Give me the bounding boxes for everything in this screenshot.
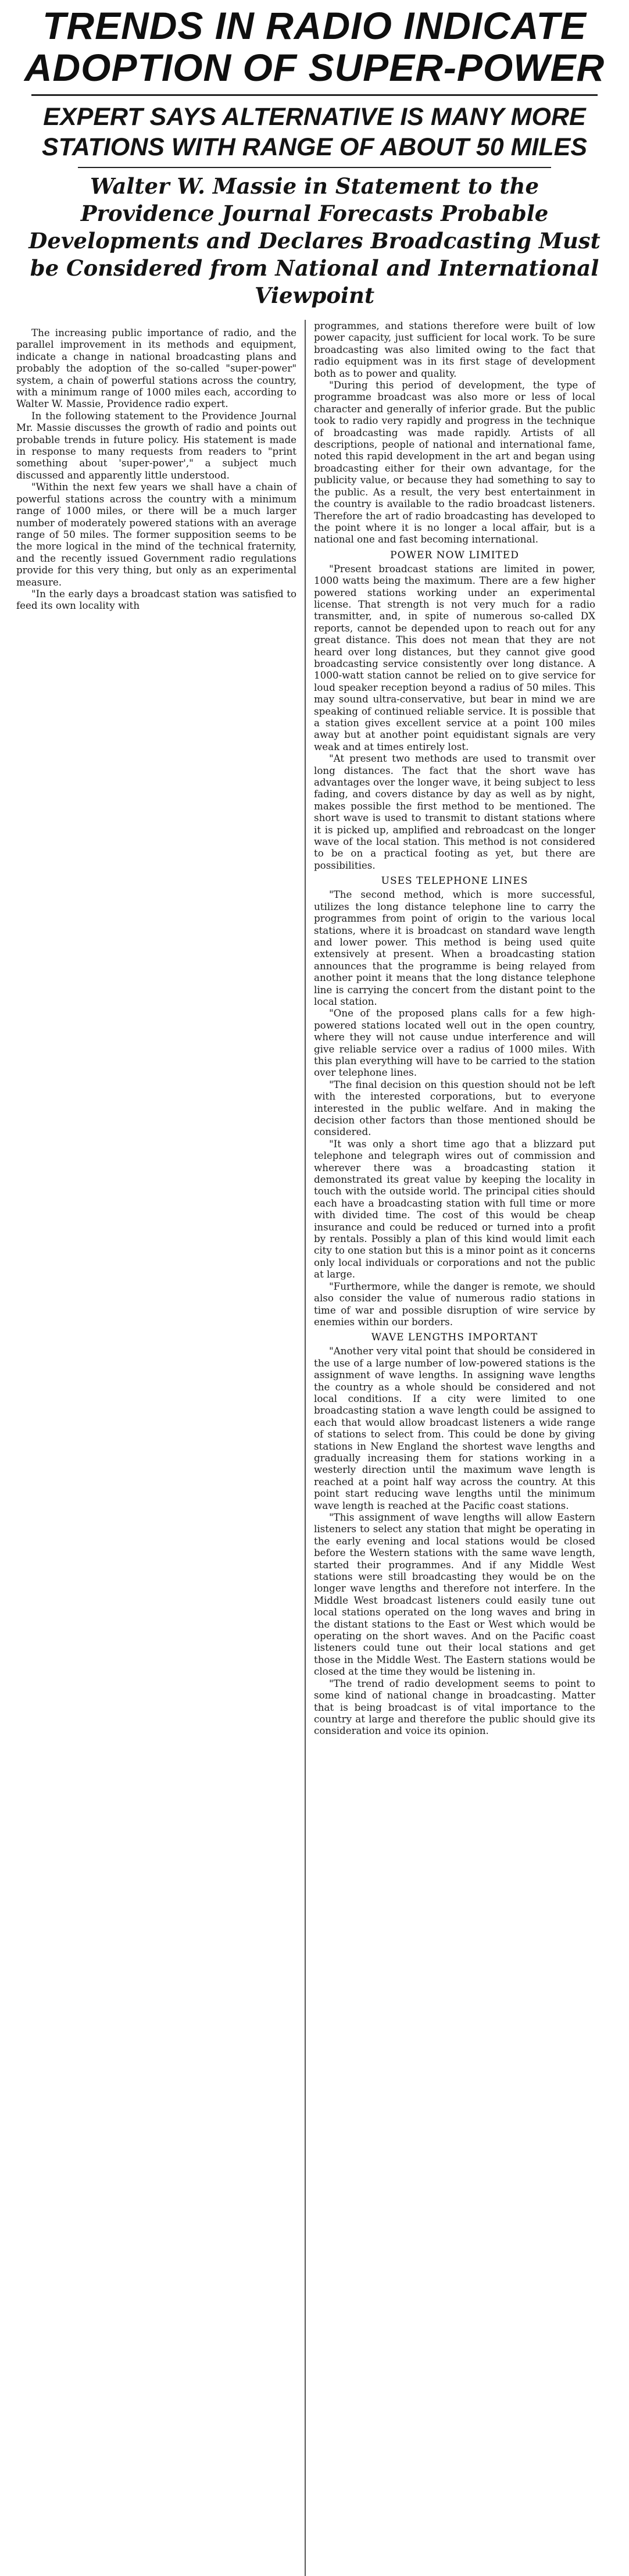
paragraph: "Another very vital point that should be considered in the use of a large number of low-powered stations is the assignment of wave lengths. In assigning wave lengths the country as a whole should be considered and not local conditions. If a city were limited to one broadcasting station a wave length could be assigned to each that would allow broadcast listeners a wide range of stations to select from. This could be done by giving stations in New England the shortest wave lengths and gradually increasing them for stations working in a westerly direction until the maximum wave length is reached at a point half way across the country. At this point start reducing wave lengths until the minimum wave length is reached at the Pacific coast stations. [314,1345,595,1511]
headline: TRENDS IN RADIO INDICATE ADOPTION OF SUPER-POWER [24,4,605,89]
paragraph: "In the early days a broadcast station was satisfied to feed its own locality with [16,587,296,612]
paragraph: "Furthermore, while the danger is remote, we should also consider the value of numerous radio stations in time of war and possible disruption of wire service by enemies within our borders. [314,1280,595,1328]
right-column [306,320,603,2576]
headline-rule [31,94,598,96]
subhead-power-now-limited: POWER NOW LIMITED [390,549,519,561]
paragraph: The increasing public importance of radio, and the parallel improvement in its methods and equipment, indicate a change in national broadcasting plans and probably the adoption of the so-called "super-power" system, a chain of powerful stations across the country, with a minimum range of 1000 miles each, according to Walter W. Massie, Providence radio expert. [16,327,296,410]
subheadline-rule [78,167,551,168]
subhead-wave-lengths-important: WAVE LENGTHS IMPORTANT [371,1332,538,1344]
paragraph: "It was only a short time ago that a blizzard put telephone and telegraph wires out of commission and wherever there was a broadcasting station it demonstrated its great value by keeping the locality in touch with the outside world. The principal cities should each have a broadcasting station with full time or more with divided time. The cost of this would be cheap insurance and could be reduced or turned into a profit by rentals. Possibly a plan of this kind would limit each city to one station but this is a minor point as it concerns only local individuals or corporations and not the public at large. [314,1137,595,1280]
subheadline: EXPERT SAYS ALTERNATIVE IS MANY MORE STATIONS WITH RANGE OF ABOUT 50 MILES [41,103,588,161]
paragraph: In the following statement to the Providence Journal Mr. Massie discusses the growth of radio and points out probable trends in future policy. His statement is made in response to many requests from readers to "print something about 'super-power'," a subject much discussed and apparently little understood. [16,409,296,481]
article-body [8,320,621,2576]
paragraph: "During this period of development, the type of programme broadcast was also more or less of local character and generally of inferior grade. But the public took to radio very rapidly and progress in the technique of broadcasting was made rapidly. Artists of all descriptions, people of national and international fame, noted this rapid development in the art and began using broadcasting either for their own advantage, for the publicity value, or because they had something to say to the public. As a result, the very best entertainment in the country is available to the radio broadcast listeners. Therefore the art of radio broadcasting has developed to the point where it is no longer a local affair, but is a national one and fast becoming international. [314,379,595,545]
deck: Walter W. Massie in Statement to the Providence Journal Forecasts Probable Developments and Declares Broadcasting Must be Considered from National and International Viewpoint [28,173,601,308]
paragraph: "The trend of radio development seems to point to some kind of national change in broadcasting. Matter that is being broadcast is of vital importance to the country at large and therefore the public should give its consideration and voice its opinion. [314,1677,595,1737]
paragraph: "The final decision on this question should not be left with the interested corporations, but to everyone interested in the public welfare. And in making the decision other factors than those mentioned should be considered. [314,1078,595,1138]
paragraph: "At present two methods are used to transmit over long distances. The fact that the short wave has advantages over the longer wave, it being subject to less fading, and covers distance by day as well as by night, makes possible the first method to be mentioned. The short wave is used to transmit to distant stations where it is picked up, amplified and rebroadcast on the longer wave of the local station. This method is not considered to be on a practical footing as yet, but there are possibilities. [314,752,595,871]
paragraph: "One of the proposed plans calls for a few high-powered stations located well out in the open country, where they will not cause undue interference and will give reliable service over a radius of 1000 miles. With this plan everything will have to be carried to the station over telephone lines. [314,1007,595,1079]
subhead-uses-telephone-lines: USES TELEPHONE LINES [381,875,528,887]
paragraph: "Within the next few years we shall have a chain of powerful stations across the country with a minimum range of 1000 miles, or there will be a much larger number of moderately powered stations with an average range of 50 miles. The former supposition seems to be the more logical in the mind of the technical fraternity, and the recently issued Government radio regulations provide for this very thing, but only as an experimental measure. [16,481,296,588]
paragraph: programmes, and stations therefore were built of low power capacity, just sufficient for local work. To be sure broadcasting was also limited owing to the fact that radio equipment was in its first stage of development both as to power and quality. [314,320,595,379]
paragraph: "Present broadcast stations are limited in power, 1000 watts being the maximum. There are a few higher powered stations working under an experimental license. That strength is not very much for a radio transmitter, and, in spite of numerous so-called DX reports, cannot be depended upon to reach out for any great distance. This does not mean that they are not heard over long distances, but they cannot give good broadcasting service consistently over long distance. A 1000-watt station cannot be relied on to give service for loud speaker reception beyond a radius of 50 miles. This may sound ultra-conservative, but bear in mind we are speaking of continued reliable service. It is possible that a station gives excellent service at a point 100 miles away but at another point equidistant signals are very weak and at times entirely lost. [314,562,595,752]
paragraph: "This assignment of wave lengths will allow Eastern listeners to select any station that might be operating in the early evening and local stations would be closed before the Western stations with the same wave length, started their programmes. And if any Middle West stations were still broadcasting they would be on the longer wave lengths and therefore not interfere. In the Middle West broadcast listeners could easily tune out local stations operated on the long waves and bring in the distant stations to the East or West which would be operating on the short waves. And on the Pacific coast listeners could tune out their local stations and get those in the Middle West. The Eastern stations would be closed at the time they would be listening in. [314,1511,595,1678]
paragraph: "The second method, which is more successful, utilizes the long distance telephone line to carry the programmes from point of origin to the various local stations, where it is broadcast on standard wave length and lower power. This method is being used quite extensively at present. When a broadcasting station announces that the programme is being relayed from another point it means that the long distance telephone line is carrying the concert from the distant point to the local station. [314,889,595,1007]
left-column [8,320,306,2576]
